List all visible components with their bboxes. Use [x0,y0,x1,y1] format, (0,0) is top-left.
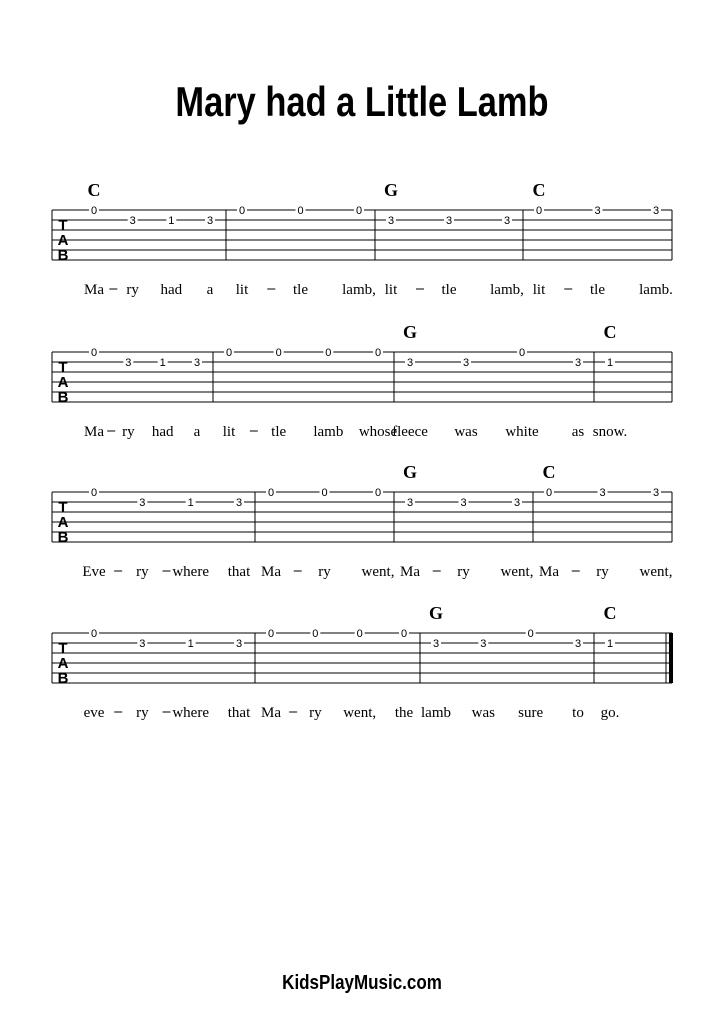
fret-number: 3 [652,487,660,499]
lyric-syllable: that [227,705,251,721]
lyric-syllable: to [572,705,584,721]
tab-system [52,462,672,580]
lyric-syllable: went, [343,705,377,721]
lyric-syllable: tle [293,282,308,298]
lyric-syllable: lit [235,282,249,298]
fret-number: 3 [193,357,201,369]
lyric-syllable: Ma [84,424,104,440]
lyric-syllable: ry [122,424,135,440]
fret-number: 0 [297,205,304,217]
tab-system [52,180,673,298]
lyric-syllable: that [227,564,251,580]
lyric-syllable: tle [590,282,605,298]
fret-number: 1 [187,638,194,650]
tab-clef-letter: T [58,499,68,516]
fret-number: 3 [513,497,521,509]
fret-number: 3 [652,205,660,217]
fret-number: 0 [267,628,275,640]
fret-number: 0 [90,205,98,217]
lyric-syllable: where [172,705,209,721]
fret-number: 3 [406,497,414,509]
fret-number: 1 [168,215,175,227]
fret-number: 0 [90,347,98,359]
chord-symbol: G [402,322,418,342]
fret-number: 0 [545,487,553,499]
fret-number: 0 [356,628,363,640]
lyric-syllable: as [571,424,585,440]
lyric-syllable: ry [309,705,322,721]
fret-number: 0 [374,347,382,359]
lyric-syllable: lamb [313,424,344,440]
chord-symbol: C [542,462,556,482]
fret-number: 3 [445,215,453,227]
lyric-syllable: Ma [400,564,420,580]
fret-number: 0 [535,205,543,217]
site-footer: KidsPlayMusic.com [282,972,442,994]
lyric-syllable: had [160,282,183,298]
lyric-syllable: snow. [592,424,628,440]
fret-number: 3 [125,357,132,369]
lyric-syllable: ry [136,564,149,580]
fret-number: 0 [355,205,363,217]
chord-symbol: G [383,180,399,200]
tab-clef-letter: A [57,514,69,531]
lyric-syllable: ry [126,282,139,298]
fret-number: 0 [275,347,282,359]
lyric-syllable: where [172,564,209,580]
fret-number: 3 [129,215,136,227]
fret-number: 3 [460,497,467,509]
page-title: Mary had a Little Lamb [175,78,549,125]
fret-number: 3 [480,638,487,650]
lyric-syllable: sure [518,705,544,721]
lyric-syllable: lamb, [490,282,524,298]
lyric-syllable: ry [457,564,470,580]
tab-system [52,322,672,440]
fret-number: 0 [312,628,319,640]
fret-number: 3 [503,215,511,227]
lyric-syllable: ry [596,564,609,580]
fret-number: 3 [574,638,582,650]
lyric-syllable: tle [441,282,457,298]
fret-number: 3 [406,357,414,369]
fret-number: 3 [139,638,146,650]
tab-clef-letter: T [58,359,68,376]
lyric-syllable: went, [361,564,395,580]
chord-symbol: C [87,180,101,200]
tab-clef-letter: A [57,374,69,391]
chord-symbol: C [532,180,546,200]
chord-symbol: G [402,462,418,482]
lyric-syllable: lit [532,282,546,298]
chord-symbol: C [603,603,617,623]
fret-number: 0 [321,487,328,499]
lyric-syllable: lit [222,424,236,440]
fret-number: 3 [139,497,146,509]
chord-symbol: G [428,603,444,623]
fret-number: 0 [518,347,526,359]
lyric-syllable: was [471,705,495,721]
lyric-syllable: lamb, [342,282,376,298]
fret-number: 0 [400,628,408,640]
lyric-syllable: Ma [539,564,559,580]
lyric-syllable: ry [136,705,149,721]
tab-clef-letter: T [58,217,68,234]
fret-number: 3 [574,357,582,369]
fret-number: 3 [462,357,470,369]
fret-number: 0 [325,347,332,359]
lyric-syllable: had [151,424,174,440]
lyric-syllable: whose [358,424,398,440]
tab-clef-letter: B [57,670,69,687]
lyric-syllable: fleece [392,424,428,440]
tab-clef-letter: B [57,247,69,264]
fret-number: 3 [235,638,243,650]
fret-number: 1 [606,357,614,369]
tab-system [52,603,673,721]
tab-clef-letter: A [57,232,69,249]
lyric-syllable: lit [384,282,398,298]
tab-clef-letter: B [57,529,69,546]
lyric-syllable: lamb. [639,282,673,298]
lyric-syllable: a [206,282,214,298]
fret-number: 3 [235,497,243,509]
fret-number: 0 [90,628,98,640]
fret-number: 1 [606,638,614,650]
chord-symbol: C [603,322,617,342]
tab-clef-letter: B [57,389,69,406]
lyric-syllable: lamb [421,705,451,721]
fret-number: 1 [187,497,194,509]
fret-number: 0 [238,205,246,217]
lyric-syllable: Ma [84,282,104,298]
fret-number: 1 [159,357,166,369]
fret-number: 0 [374,487,382,499]
fret-number: 3 [432,638,440,650]
lyric-syllable: went, [500,564,534,580]
lyric-syllable: was [454,424,478,440]
fret-number: 3 [599,487,606,499]
lyric-syllable: went, [639,564,673,580]
fret-number: 3 [594,205,601,217]
lyric-syllable: tle [271,424,287,440]
lyric-syllable: Ma [261,705,281,721]
tab-clef-letter: A [57,655,69,672]
lyric-syllable: a [193,424,201,440]
lyric-syllable: eve [83,705,105,721]
lyric-syllable: Ma [261,564,281,580]
fret-number: 0 [527,628,534,640]
fret-number: 0 [90,487,98,499]
lyric-syllable: Eve [82,564,106,580]
fret-number: 3 [387,215,395,227]
tab-clef-letter: T [58,640,68,657]
lyric-syllable: go. [600,705,620,721]
fret-number: 0 [267,487,275,499]
lyric-syllable: the [394,705,414,721]
lyric-syllable: ry [318,564,331,580]
fret-number: 0 [225,347,233,359]
final-barline [669,633,673,683]
lyric-syllable: white [505,424,539,440]
fret-number: 3 [206,215,214,227]
